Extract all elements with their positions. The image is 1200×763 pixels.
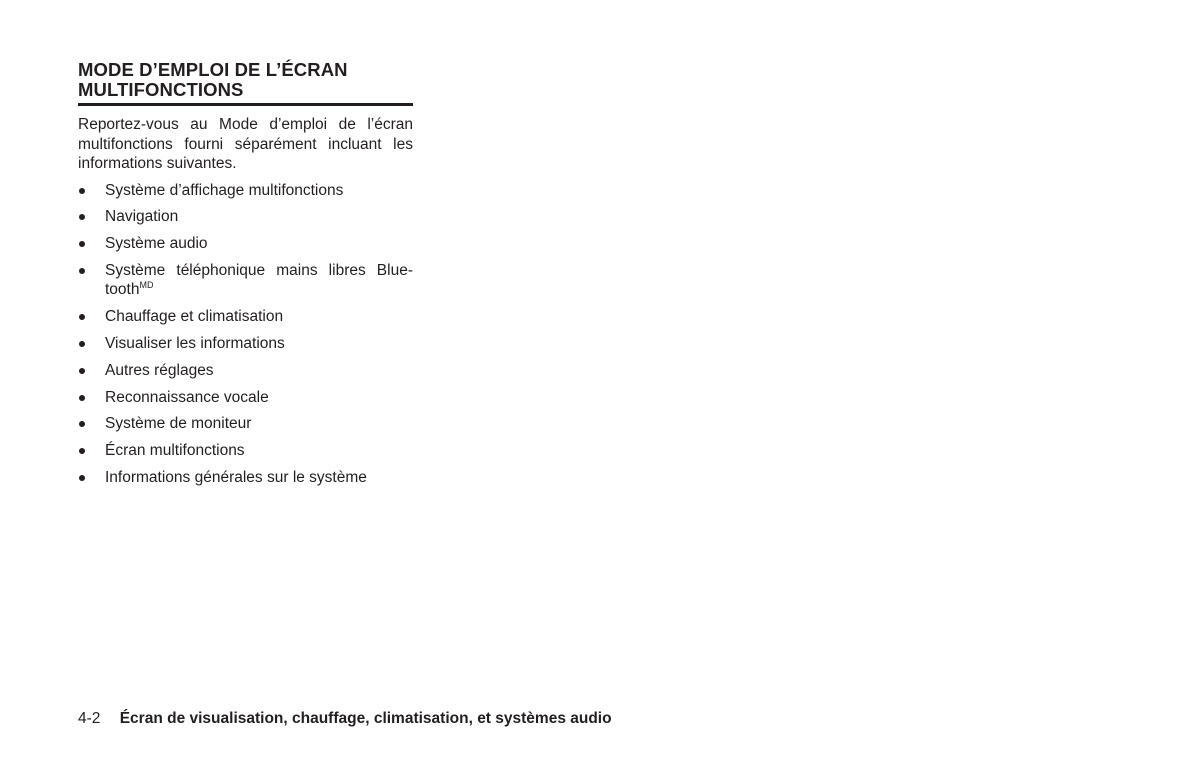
- bullet-icon: [79, 475, 85, 481]
- list-item: [78, 261, 413, 300]
- list-item-text: Système téléphonique mains libres Blue-tooth: [105, 261, 413, 299]
- list-item-text: Reconnaissance vocale: [105, 388, 269, 406]
- list-item: [78, 307, 413, 327]
- page-number: 4-2: [78, 710, 101, 727]
- bullet-icon: [79, 268, 85, 274]
- list-item: [78, 334, 413, 354]
- bullet-icon: [79, 448, 85, 454]
- list-item-text: Informations générales sur le système: [105, 468, 367, 486]
- chapter-title: Écran de visualisation, chauffage, climatisation, et systèmes audio: [119, 710, 612, 727]
- list-item-text: Chauffage et climatisation: [105, 308, 284, 326]
- list-item-text: Système audio: [105, 235, 208, 253]
- intro-paragraph: Reportez-vous au Mode d’emploi de l’écran multifonctions fourni séparément incluant les informations suivantes.: [78, 116, 413, 172]
- list-item: [78, 414, 413, 434]
- list-item-text: Autres réglages: [105, 361, 214, 379]
- list-item: [78, 181, 413, 201]
- superscript-md: MD: [139, 280, 154, 291]
- feature-list: [78, 181, 413, 488]
- bullet-icon: [79, 395, 85, 401]
- bullet-icon: [79, 368, 85, 374]
- page-footer: [78, 709, 612, 729]
- bullet-icon: [79, 341, 85, 347]
- list-item: [78, 361, 413, 381]
- list-item: [78, 388, 413, 408]
- list-item-text: Écran multifonctions: [105, 442, 245, 460]
- bullet-icon: [79, 421, 85, 427]
- bullet-icon: [79, 214, 85, 220]
- bullet-icon: [79, 241, 85, 247]
- list-item: [78, 441, 413, 461]
- list-item-text: Système de moniteur: [105, 415, 252, 433]
- list-item-text: Visualiser les informations: [105, 334, 285, 352]
- list-item: [78, 207, 413, 227]
- section-content: [78, 60, 413, 495]
- section-title: [78, 60, 413, 106]
- section-title-line-1: MODE D’EMPLOI DE L’ÉCRAN: [78, 59, 348, 80]
- section-title-line-2: MULTIFONCTIONS: [78, 79, 244, 100]
- list-item: [78, 234, 413, 254]
- list-item-text: Système d’affichage multifonctions: [105, 181, 344, 199]
- bullet-icon: [79, 314, 85, 320]
- list-item-text: Navigation: [105, 208, 179, 226]
- bullet-icon: [79, 188, 85, 194]
- list-item: [78, 468, 413, 488]
